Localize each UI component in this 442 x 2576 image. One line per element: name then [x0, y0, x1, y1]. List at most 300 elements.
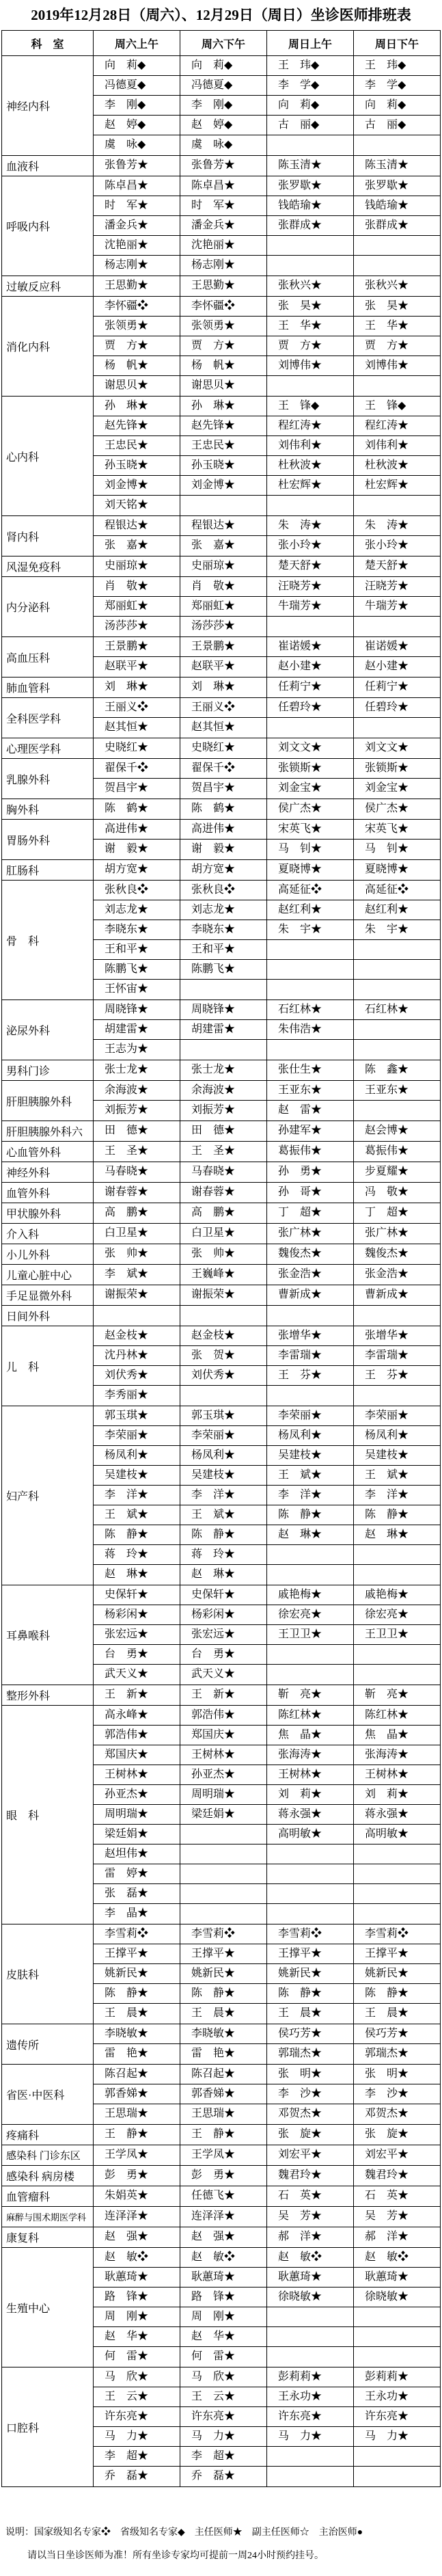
doctor-cell-sun-am [267, 1285, 354, 1305]
doctor-cell-sat-am [94, 1142, 180, 1162]
doctor-cell-sat-am [94, 2065, 180, 2124]
empty-slot [354, 2467, 440, 2486]
empty-slot [180, 1386, 266, 1406]
doctor-cell-sun-am [267, 1081, 354, 1121]
empty-slot [354, 2447, 440, 2467]
doctor-entry: 李 洋★ [180, 1486, 266, 1505]
doctor-cell-sat-am [94, 156, 180, 176]
doctor-entry: 陈 静★ [180, 1525, 266, 1545]
doctor-entry: 台 勇★ [94, 1645, 180, 1665]
doctor-entry: 谢春蓉★ [191, 1186, 236, 1198]
doctor-cell-sat-am [94, 1685, 180, 1705]
doctor-cell-sun-am [267, 1162, 354, 1182]
doctor-entry: 陈 静★ [267, 1984, 353, 2004]
dept-row [2, 1244, 441, 1265]
dept-row [2, 799, 441, 820]
doctor-entry: 陈红林★ [267, 1706, 353, 1726]
doctor-cell-sun-am [267, 56, 354, 155]
empty-slot [354, 1904, 440, 1924]
doctor-cell-sun-am [267, 2125, 354, 2145]
empty-slot [354, 1565, 440, 1585]
doctor-entry: 潘金兵★ [180, 216, 266, 236]
doctor-cell-sun-pm [354, 1406, 441, 1585]
doctor-entry: 王永功★ [267, 2387, 353, 2407]
empty-slot [94, 1306, 180, 1326]
doctor-entry: 吴 芳★ [365, 2210, 409, 2222]
header-cell-dept: 科 室 [2, 31, 94, 55]
doctor-entry: 曹新成★ [365, 1289, 409, 1300]
doctor-entry: 杨彩闲★ [180, 1605, 266, 1625]
dept-name: 心血管外科 [2, 1142, 94, 1162]
doctor-entry: 周明瑞★ [94, 1805, 180, 1825]
dept-name: 小儿外科 [2, 1244, 94, 1264]
doctor-entry: 冯 敬★ [365, 1186, 409, 1198]
doctor-entry: 赵 敏❖ [267, 2248, 353, 2268]
doctor-entry: 张小玲★ [365, 539, 409, 551]
doctor-cell-sat-am [94, 2227, 180, 2247]
doctor-entry: 赵金枝★ [94, 1326, 180, 1346]
doctor-entry: 李 沙★ [354, 2084, 440, 2104]
doctor-entry: 冯德夏◆ [94, 76, 180, 96]
doctor-entry: 时 军★ [94, 196, 180, 216]
doctor-cell-sun-pm [354, 1924, 441, 2024]
doctor-entry: 王学凤★ [105, 2149, 149, 2160]
doctor-entry: 李晓敏★ [180, 2024, 266, 2044]
doctor-entry: 王撑平★ [180, 1944, 266, 1964]
doctor-cell-sun-am [267, 1306, 354, 1326]
doctor-entry: 魏君玲★ [278, 2169, 322, 2181]
doctor-entry: 吴 芳★ [278, 2210, 322, 2222]
doctor-entry: 刘金宝★ [278, 782, 322, 794]
doctor-entry: 史晓红★ [191, 742, 236, 753]
doctor-entry: 王撑平★ [354, 1944, 440, 1964]
doctor-entry: 乔 磊★ [105, 2470, 149, 2482]
doctor-entry: 张领勇★ [180, 317, 266, 336]
doctor-cell-sat-am [94, 1183, 180, 1203]
doctor-entry: 陈鹏飞★ [180, 960, 266, 980]
dept-name: 男科门诊 [2, 1060, 94, 1080]
dept-name: 呼吸内科 [2, 176, 94, 276]
doctor-cell-sun-pm [354, 1326, 441, 1406]
doctor-entry: 吴建枝★ [354, 1446, 440, 1466]
empty-slot [267, 2467, 353, 2486]
dept-row [2, 556, 441, 577]
doctor-entry: 贾 方★ [94, 336, 180, 356]
dept-row [2, 2125, 441, 2145]
empty-slot [267, 135, 353, 155]
doctor-entry: 张 帅★ [105, 1248, 149, 1259]
doctor-entry: 杨志刚★ [191, 259, 236, 271]
dept-name: 神经外科 [2, 1162, 94, 1182]
doctor-entry: 高 鹏★ [105, 1207, 149, 1218]
doctor-entry: 耿蕙琦★ [180, 2268, 266, 2287]
doctor-entry: 王撑平★ [94, 1944, 180, 1964]
doctor-entry: 李 超★ [180, 2447, 266, 2467]
doctor-entry: 焦 晶★ [354, 1726, 440, 1745]
dept-row [2, 820, 441, 860]
empty-slot [267, 1884, 353, 1904]
empty-slot [267, 1665, 353, 1685]
doctor-entry: 张仕生★ [278, 1064, 322, 1075]
dept-name: 血管外科 [2, 1183, 94, 1203]
dept-name: 胃肠外科 [2, 820, 94, 859]
doctor-entry: 潘金兵★ [94, 216, 180, 236]
dept-name: 皮肤科 [2, 1924, 94, 2024]
doctor-entry: 余海波★ [94, 1081, 180, 1101]
doctor-cell-sun-am [267, 759, 354, 799]
doctor-cell-sat-pm [180, 1285, 267, 1305]
dept-name: 内分泌科 [2, 577, 94, 636]
dept-name: 介入科 [2, 1224, 94, 1244]
doctor-entry: 谢思贝★ [105, 379, 149, 391]
doctor-cell-sat-pm [180, 176, 267, 276]
doctor-entry: 赵金枝★ [180, 1326, 266, 1346]
doctor-cell-sun-pm [354, 2207, 441, 2227]
doctor-entry: 王 云★ [180, 2387, 266, 2407]
doctor-entry: 张鲁芳★ [191, 159, 236, 171]
empty-slot [267, 960, 353, 980]
dept-name: 神经内科 [2, 56, 94, 155]
dept-name: 骨 科 [2, 881, 94, 999]
dept-row [2, 2024, 441, 2065]
doctor-entry: 赵其恒★ [191, 721, 236, 733]
dept-name: 血管瘤科 [2, 2186, 94, 2206]
doctor-entry: 朱 宇★ [267, 920, 353, 940]
doctor-cell-sun-am [267, 1326, 354, 1406]
dept-name: 省医·中医科 [2, 2065, 94, 2124]
doctor-entry: 李怀疆❖ [180, 297, 266, 317]
doctor-cell-sat-pm [180, 1924, 267, 2024]
doctor-cell-sun-pm [354, 738, 441, 758]
doctor-cell-sat-pm [180, 2166, 267, 2186]
doctor-entry: 虞 咏◆ [105, 139, 146, 150]
doctor-cell-sun-pm [354, 1142, 441, 1162]
doctor-entry: 向 莉◆ [267, 96, 353, 116]
doctor-cell-sun-am [267, 738, 354, 758]
doctor-cell-sun-am [267, 2065, 354, 2124]
dept-row [2, 1162, 441, 1183]
doctor-cell-sat-am [94, 759, 180, 799]
doctor-entry: 张小玲★ [278, 539, 322, 551]
doctor-entry: 葛振伟★ [365, 1145, 409, 1157]
dept-row [2, 1285, 441, 1306]
dept-name: 整形外科 [2, 1685, 94, 1705]
doctor-entry: 朱 涛★ [267, 516, 353, 536]
doctor-cell-sat-am [94, 516, 180, 556]
doctor-entry: 古 丽◆ [267, 116, 353, 135]
doctor-entry: 赵小建★ [278, 660, 322, 672]
doctor-entry: 刘志龙★ [180, 900, 266, 920]
doctor-cell-sat-pm [180, 1265, 267, 1285]
doctor-entry: 周晓锋★ [94, 1000, 180, 1020]
doctor-cell-sat-pm [180, 1244, 267, 1264]
doctor-cell-sun-am [267, 516, 354, 556]
empty-slot [267, 1386, 353, 1406]
doctor-entry: 郭香娣★ [180, 2084, 266, 2104]
doctor-entry: 翟保千❖ [180, 759, 266, 779]
doctor-entry: 姚新民★ [267, 1964, 353, 1984]
doctor-entry: 谢思贝★ [191, 379, 236, 391]
doctor-entry: 刘博伟★ [354, 356, 440, 376]
doctor-entry: 郑丽虹★ [180, 597, 266, 617]
schedule-table [1, 30, 441, 2487]
doctor-cell-sat-pm [180, 1326, 267, 1406]
doctor-entry: 刘振芳★ [191, 1104, 236, 1116]
dept-row [2, 2248, 441, 2367]
doctor-entry: 许东亮★ [267, 2407, 353, 2427]
doctor-entry: 周明瑞★ [180, 1785, 266, 1805]
doctor-entry: 石红林★ [354, 1000, 440, 1020]
doctor-entry: 王 新★ [191, 1689, 236, 1700]
dept-row [2, 276, 441, 297]
doctor-cell-sun-pm [354, 1081, 441, 1121]
empty-slot [267, 718, 353, 738]
doctor-entry: 耿蕙琦★ [267, 2268, 353, 2287]
dept-row [2, 577, 441, 637]
empty-slot [354, 1884, 440, 1904]
doctor-entry: 陈卓昌★ [94, 176, 180, 196]
doctor-entry: 杜宏辉★ [267, 476, 353, 496]
doctor-entry: 赵 强★ [105, 2231, 149, 2242]
header-cell-sat-pm: 周六下午 [180, 31, 267, 55]
doctor-cell-sat-pm [180, 1060, 267, 1080]
doctor-entry: 王 云★ [94, 2387, 180, 2407]
doctor-entry: 向 莉◆ [94, 56, 180, 76]
dept-name: 疼痛科 [2, 2125, 94, 2145]
doctor-entry: 李荣丽★ [94, 1426, 180, 1446]
empty-slot [180, 1306, 266, 1326]
doctor-entry: 孙 哥★ [278, 1186, 322, 1198]
empty-slot [354, 1665, 440, 1685]
doctor-cell-sat-am [94, 1706, 180, 1924]
doctor-entry: 程红涛★ [354, 416, 440, 436]
doctor-cell-sun-pm [354, 2024, 441, 2064]
doctor-entry: 陈红林★ [354, 1706, 440, 1726]
doctor-entry: 张秋良❖ [180, 881, 266, 900]
doctor-entry: 张罗歇★ [267, 176, 353, 196]
doctor-entry: 魏君玲★ [365, 2169, 409, 2181]
doctor-entry: 宋英飞★ [354, 820, 440, 840]
doctor-entry: 王巍峰★ [191, 1268, 236, 1280]
dept-row [2, 677, 441, 698]
doctor-entry: 吴建枝★ [180, 1466, 266, 1486]
doctor-entry: 李 洋★ [267, 1486, 353, 1505]
doctor-entry: 刘金博★ [94, 476, 180, 496]
schedule-title: 2019年12月28日（周六）、12月29日（周日）坐诊医师排班表 [31, 7, 411, 23]
doctor-cell-sat-pm [180, 397, 267, 515]
doctor-entry: 李 沙★ [267, 2084, 353, 2104]
doctor-entry: 彭 勇★ [105, 2169, 149, 2181]
doctor-cell-sat-pm [180, 516, 267, 556]
doctor-cell-sun-pm [354, 176, 441, 276]
doctor-entry: 钱皓瑜★ [267, 196, 353, 216]
doctor-cell-sat-am [94, 1224, 180, 1244]
doctor-cell-sat-pm [180, 1081, 267, 1121]
dept-row [2, 759, 441, 799]
dept-row [2, 1183, 441, 1203]
doctor-entry: 丁 超★ [278, 1207, 322, 1218]
doctor-entry: 马春晓★ [191, 1166, 236, 1177]
doctor-entry: 王亚东★ [267, 1081, 353, 1101]
doctor-cell-sun-am [267, 2186, 354, 2206]
doctor-cell-sat-am [94, 1121, 180, 1141]
dept-row [2, 1326, 441, 1406]
doctor-entry: 雷 艳★ [105, 2048, 149, 2059]
doctor-entry: 郑国庆★ [94, 1745, 180, 1765]
doctor-entry: 路 锋★ [94, 2287, 180, 2307]
doctor-entry: 石 英★ [365, 2190, 409, 2201]
dept-name: 肺血管科 [2, 677, 94, 697]
doctor-cell-sun-am [267, 698, 354, 738]
doctor-entry: 高明敏★ [267, 1825, 353, 1844]
empty-slot [267, 1306, 353, 1326]
empty-slot [267, 1844, 353, 1864]
doctor-entry: 刘志龙★ [94, 900, 180, 920]
doctor-entry: 徐晓敏★ [354, 2287, 440, 2307]
doctor-entry: 陈 静★ [94, 1525, 180, 1545]
legend: 说明：国家级知名专家❖ 省级知名专家◆ 主任医师★ 副主任医师☆ 主治医师● [5, 2527, 363, 2538]
doctor-entry: 陈 鑫★ [365, 1064, 409, 1075]
doctor-cell-sun-pm [354, 2367, 441, 2486]
doctor-cell-sat-pm [180, 2024, 267, 2064]
doctor-cell-sat-pm [180, 2248, 267, 2367]
dept-name: 肝胆胰腺外科 [2, 1081, 94, 1121]
doctor-cell-sun-pm [354, 1060, 441, 1080]
doctor-cell-sat-pm [180, 2367, 267, 2486]
doctor-entry: 高进伟★ [180, 820, 266, 840]
doctor-entry: 王忠民★ [180, 436, 266, 456]
doctor-entry: 戚艳梅★ [354, 1585, 440, 1605]
doctor-entry: 石红林★ [267, 1000, 353, 1020]
doctor-entry: 楚天舒★ [278, 560, 322, 572]
doctor-entry: 王卫卫★ [354, 1625, 440, 1645]
dept-row [2, 738, 441, 759]
doctor-entry: 刘 莉★ [354, 1785, 440, 1805]
doctor-entry: 王 新★ [105, 1689, 149, 1700]
doctor-cell-sun-pm [354, 1306, 441, 1326]
doctor-entry: 高 鹏★ [191, 1207, 236, 1218]
doctor-entry: 王 斌★ [267, 1466, 353, 1486]
dept-row [2, 176, 441, 276]
doctor-entry: 郭玉琪★ [94, 1406, 180, 1426]
doctor-cell-sat-pm [180, 1585, 267, 1685]
doctor-cell-sun-pm [354, 820, 441, 859]
doctor-entry: 赵先锋★ [94, 416, 180, 436]
doctor-entry: 吴建枝★ [94, 1466, 180, 1486]
doctor-entry: 李 斌★ [105, 1268, 149, 1280]
empty-slot [180, 1844, 266, 1864]
empty-slot [267, 1864, 353, 1884]
dept-row [2, 56, 441, 156]
doctor-entry: 张金浩★ [365, 1268, 409, 1280]
doctor-entry: 赵 琳★ [105, 1568, 149, 1580]
doctor-cell-sun-pm [354, 1244, 441, 1264]
empty-slot [354, 940, 440, 960]
doctor-entry: 宋英飞★ [267, 820, 353, 840]
dept-name: 胸外科 [2, 799, 94, 819]
doctor-entry: 王 华★ [354, 317, 440, 336]
dept-name: 感染科 病房楼 [2, 2166, 94, 2186]
doctor-entry: 朱 涛★ [354, 516, 440, 536]
doctor-entry: 姚新民★ [354, 1964, 440, 1984]
doctor-entry: 李 刚◆ [94, 96, 180, 116]
doctor-cell-sat-pm [180, 1224, 267, 1244]
doctor-entry: 刘博伟★ [267, 356, 353, 376]
doctor-entry: 陈鹏飞★ [94, 960, 180, 980]
dept-row [2, 2145, 441, 2166]
doctor-entry: 李 学◆ [267, 76, 353, 96]
doctor-entry: 蒋永强★ [267, 1805, 353, 1825]
doctor-cell-sun-pm [354, 2145, 441, 2165]
dept-name: 眼 科 [2, 1706, 94, 1924]
doctor-entry: 葛振伟★ [278, 1145, 322, 1157]
doctor-cell-sun-pm [354, 556, 441, 576]
doctor-entry: 张宏远★ [180, 1625, 266, 1645]
doctor-cell-sun-pm [354, 276, 441, 296]
doctor-entry: 王志为★ [105, 1043, 149, 1055]
doctor-cell-sun-am [267, 881, 354, 999]
doctor-cell-sun-am [267, 1685, 354, 1705]
doctor-entry: 彭莉莉★ [354, 2367, 440, 2387]
doctor-cell-sun-pm [354, 1203, 441, 1223]
doctor-entry: 沈艳丽★ [180, 236, 266, 256]
schedule-body [2, 56, 441, 2487]
doctor-cell-sat-pm [180, 1121, 267, 1141]
doctor-entry: 马 力★ [267, 2427, 353, 2447]
doctor-entry: 赵 琳★ [267, 1525, 353, 1545]
doctor-entry: 史丽琼★ [105, 560, 149, 572]
doctor-entry: 徐宏亮★ [267, 1605, 353, 1625]
doctor-entry: 乔 磊★ [191, 2470, 236, 2482]
dept-name: 康复科 [2, 2227, 94, 2247]
empty-slot [354, 256, 440, 276]
doctor-cell-sat-am [94, 397, 180, 515]
doctor-entry: 史保轩★ [94, 1585, 180, 1605]
doctor-cell-sat-am [94, 881, 180, 999]
doctor-entry: 李晓东★ [94, 920, 180, 940]
doctor-cell-sat-am [94, 2207, 180, 2227]
doctor-cell-sun-am [267, 860, 354, 880]
doctor-cell-sun-am [267, 2248, 354, 2367]
doctor-cell-sun-am [267, 556, 354, 576]
doctor-entry: 王卫卫★ [267, 1625, 353, 1645]
doctor-entry: 雷 艳★ [191, 2048, 236, 2059]
doctor-entry: 梁廷娟★ [180, 1805, 266, 1825]
doctor-entry: 王 静★ [191, 2128, 236, 2140]
doctor-entry: 翟保千❖ [94, 759, 180, 779]
doctor-entry: 台 勇★ [180, 1645, 266, 1665]
doctor-entry: 孙亚杰★ [180, 1765, 266, 1785]
doctor-entry: 张秋兴★ [365, 280, 409, 291]
doctor-cell-sat-am [94, 2024, 180, 2064]
doctor-entry: 史保轩★ [180, 1585, 266, 1605]
dept-name: 肛肠科 [2, 860, 94, 880]
doctor-cell-sun-pm [354, 2125, 441, 2145]
doctor-entry: 张 旋★ [365, 2128, 409, 2140]
doctor-entry: 胡方宽★ [191, 863, 236, 875]
doctor-entry: 侯广杰★ [278, 803, 322, 814]
doctor-entry: 何 雷★ [105, 2350, 149, 2362]
empty-slot [267, 617, 353, 636]
doctor-cell-sun-am [267, 297, 354, 396]
dept-row [2, 860, 441, 881]
doctor-entry: 杨志刚★ [105, 259, 149, 271]
doctor-cell-sat-am [94, 56, 180, 155]
empty-slot [267, 496, 353, 515]
doctor-entry: 陈 静★ [267, 1505, 353, 1525]
doctor-entry: 周 刚★ [180, 2307, 266, 2327]
doctor-entry: 李 超★ [94, 2447, 180, 2467]
